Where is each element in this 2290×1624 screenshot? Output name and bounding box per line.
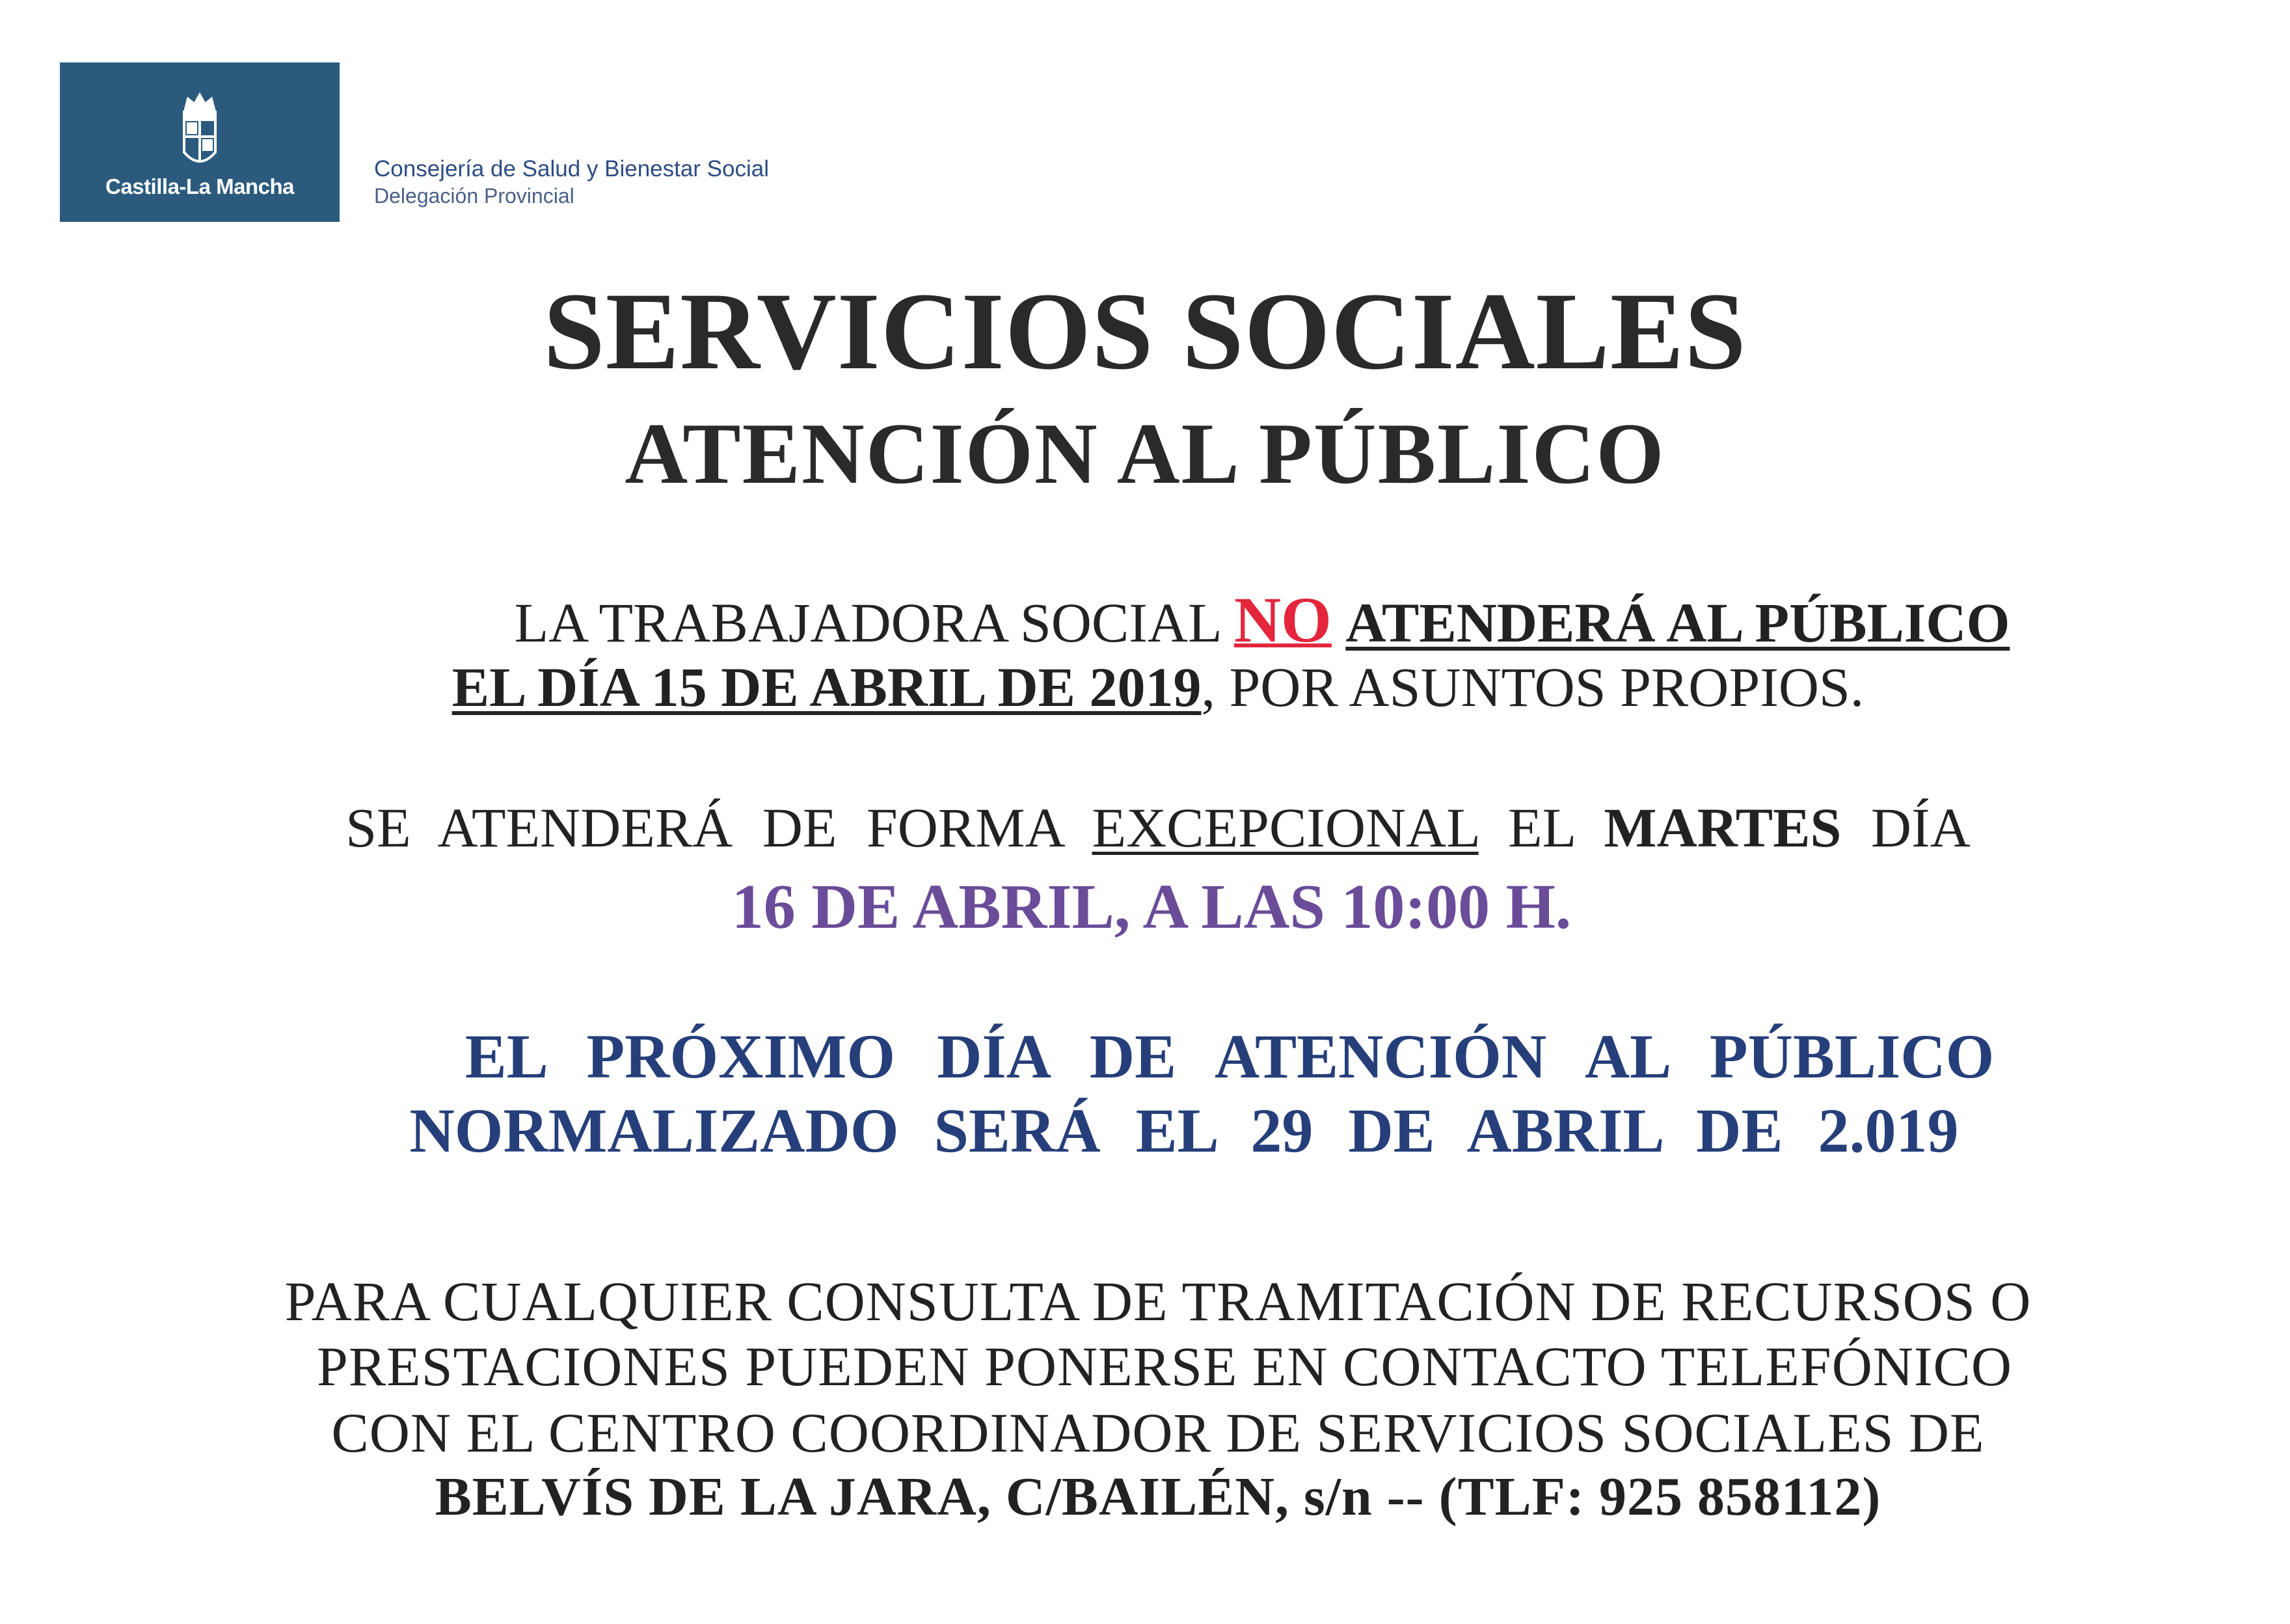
contact-address-phone: BELVÍS DE LA JARA, C/BAILÉN, s/n -- (TLF: 925 858112) xyxy=(435,1467,1881,1527)
department-block xyxy=(374,155,769,208)
no-emphasis: NO xyxy=(1233,584,1332,656)
logo-text: Castilla-La Mancha xyxy=(105,174,294,198)
exceptional-keyword: EXCEPCIONAL xyxy=(1092,796,1479,859)
exceptional-day: MARTES xyxy=(1604,796,1842,859)
next-day-line-1: EL PRÓXIMO DÍA DE ATENCIÓN AL PÚBLICO xyxy=(465,1022,1995,1091)
department-name: Consejería de Salud y Bienestar Social xyxy=(374,156,770,182)
exceptional-part2: EL xyxy=(1478,796,1604,859)
exceptional-part3: DÍA xyxy=(1841,796,1971,859)
page-title: SERVICIOS SOCIALES xyxy=(543,270,1747,392)
notice-line-1 xyxy=(0,582,2290,657)
castilla-la-mancha-logo xyxy=(60,62,340,222)
contact-line-1: PARA CUALQUIER CONSULTA DE TRAMITACIÓN DE RECURSOS O xyxy=(284,1270,2032,1333)
notice-line-2 xyxy=(0,655,2290,720)
next-day-line-2: NORMALIZADO SERÁ EL 29 DE ABRIL DE 2.019 xyxy=(409,1096,1959,1165)
exceptional-part1: SE ATENDERÁ DE FORMA xyxy=(345,796,1092,859)
notice-reason: , POR ASUNTOS PROPIOS. xyxy=(1201,656,1865,718)
page-subtitle: ATENCIÓN AL PÚBLICO xyxy=(625,405,1665,502)
contact-line-2: PRESTACIONES PUEDEN PONERSE EN CONTACTO TELEFÓNICO xyxy=(316,1335,2013,1398)
notice-rest: ATENDERÁ AL PÚBLICO xyxy=(1345,591,2010,654)
contact-line-3: CON EL CENTRO COORDINADOR DE SERVICIOS SOCIALES DE xyxy=(331,1401,1985,1464)
exceptional-line xyxy=(0,795,2290,860)
notice-date: EL DÍA 15 DE ABRIL DE 2019 xyxy=(451,656,1202,718)
office-name: Delegación Provincial xyxy=(374,184,574,208)
notice-lead: LA TRABAJADORA SOCIAL xyxy=(514,591,1234,654)
coat-of-arms-icon xyxy=(174,90,226,173)
exceptional-datetime: 16 DE ABRIL, A LAS 10:00 H. xyxy=(731,872,1572,942)
